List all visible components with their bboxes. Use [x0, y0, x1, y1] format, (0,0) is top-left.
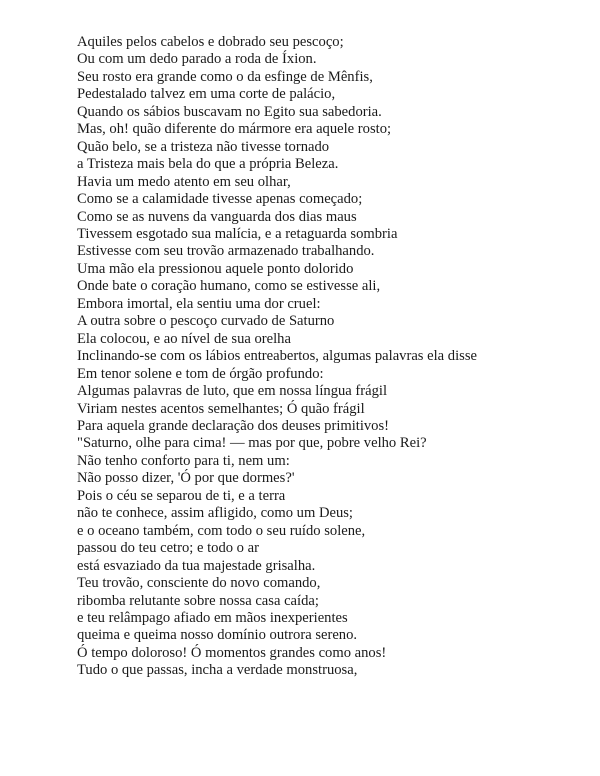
poem-line: "Saturno, olhe para cima! — mas por que, pobre velho Rei? — [77, 435, 427, 452]
poem-line: Não posso dizer, 'Ó por que dormes?' — [77, 470, 295, 487]
poem-line: queima e queima nosso domínio outrora sereno. — [77, 627, 358, 644]
poem-line: e teu relâmpago afiado em mãos inexperientes — [77, 609, 348, 626]
poem-line: Pois o céu se separou de ti, e a terra — [77, 487, 286, 504]
poem-line: Pedestalado talvez em uma corte de palácio, — [77, 86, 336, 103]
poem-line: Inclinando-se com os lábios entreabertos, algumas palavras ela disse — [77, 348, 477, 365]
poem-line: e o oceano também, com todo o seu ruído solene, — [77, 522, 366, 539]
poem-line: Como se as nuvens da vanguarda dos dias maus — [77, 208, 357, 225]
poem-line: A outra sobre o pescoço curvado de Saturno — [77, 313, 335, 330]
poem-line: passou do teu cetro; e todo o ar — [77, 540, 259, 557]
poem-line: Tudo o que passas, incha a verdade monstruosa, — [77, 662, 358, 679]
poem-line: Ó tempo doloroso! Ó momentos grandes como anos! — [77, 644, 387, 661]
poem-line: Tivessem esgotado sua malícia, e a retaguarda sombria — [77, 225, 398, 242]
poem-line: Teu trovão, consciente do novo comando, — [77, 575, 321, 592]
poem-line: ribomba relutante sobre nossa casa caída; — [77, 592, 319, 609]
poem-line: Quão belo, se a tristeza não tivesse tornado — [77, 138, 330, 155]
poem-line: a Tristeza mais bela do que a própria Beleza. — [77, 156, 339, 173]
poem-line: Quando os sábios buscavam no Egito sua sabedoria. — [77, 103, 382, 120]
poem-text — [77, 34, 477, 680]
poem-line: Algumas palavras de luto, que em nossa língua frágil — [77, 383, 388, 400]
poem-line: Como se a calamidade tivesse apenas começado; — [77, 191, 363, 208]
poem-line: Seu rosto era grande como o da esfinge de Mênfis, — [77, 68, 373, 85]
poem-line: não te conhece, assim afligido, como um Deus; — [77, 505, 353, 522]
poem-line: Não tenho conforto para ti, nem um: — [77, 452, 290, 469]
poem-line: Mas, oh! quão diferente do mármore era aquele rosto; — [77, 121, 392, 138]
poem-line: Estivesse com seu trovão armazenado trabalhando. — [77, 243, 375, 260]
poem-line: Uma mão ela pressionou aquele ponto dolorido — [77, 260, 354, 277]
poem-line: Em tenor solene e tom de órgão profundo: — [77, 365, 324, 382]
poem-line: Ou com um dedo parado a roda de Íxion. — [77, 51, 317, 68]
poem-line: Aquiles pelos cabelos e dobrado seu pescoço; — [77, 34, 344, 50]
poem-line: Ela colocou, e ao nível de sua orelha — [77, 330, 291, 347]
poem-line: Onde bate o coração humano, como se estivesse ali, — [77, 278, 381, 295]
poem-line: Para aquela grande declaração dos deuses primitivos! — [77, 417, 390, 434]
poem-line: Embora imortal, ela sentiu uma dor cruel: — [77, 295, 321, 312]
poem-line: Viriam nestes acentos semelhantes; Ó quão frágil — [77, 400, 365, 417]
poem-line: está esvaziado da tua majestade grisalha. — [77, 557, 316, 574]
poem-line: Havia um medo atento em seu olhar, — [77, 173, 291, 190]
